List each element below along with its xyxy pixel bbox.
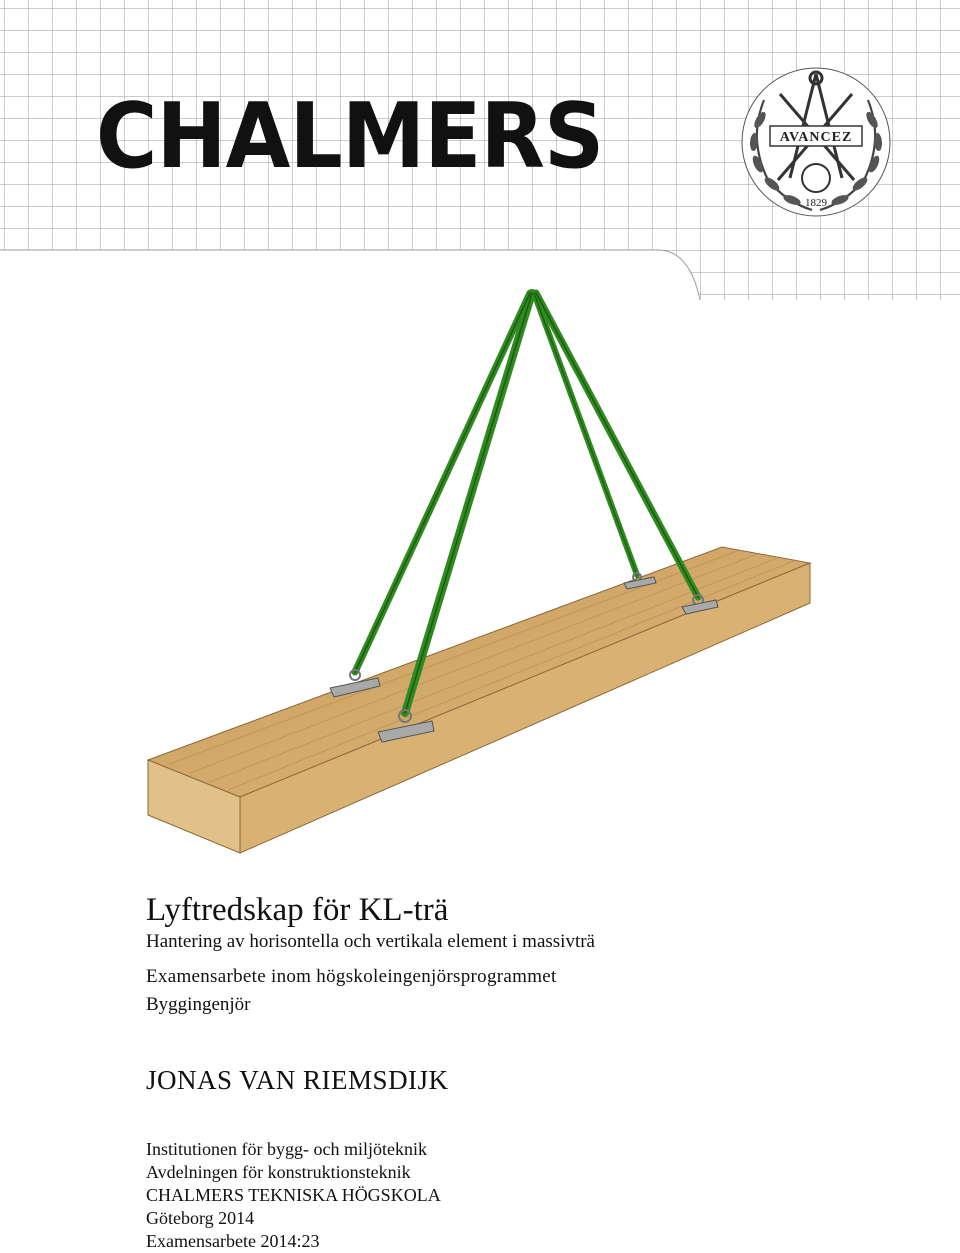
thesis-subtitle: Hantering av horisontella och vertikala element i massivträ (146, 931, 595, 952)
thesis-program: Examensarbete inom högskoleingenjörsprogrammet (146, 966, 557, 987)
report-number: Examensarbete 2014:23 (146, 1231, 320, 1251)
department: Institutionen för bygg- och miljöteknik (146, 1139, 427, 1159)
chalmers-seal-logo (734, 60, 898, 220)
seal-year: 1829 (805, 197, 827, 209)
university: CHALMERS TEKNISKA HÖGSKOLA (146, 1185, 441, 1205)
affiliation-block (146, 1138, 441, 1253)
place-year: Göteborg 2014 (146, 1208, 255, 1228)
thesis-title: Lyftredskap för KL-trä (146, 892, 449, 928)
author-name: JONAS VAN RIEMSDIJK (146, 1065, 449, 1095)
division: Avdelningen för konstruktionsteknik (146, 1162, 411, 1182)
clt-lifting-illustration (140, 285, 820, 855)
thesis-specialization: Byggingenjör (146, 994, 251, 1015)
chalmers-wordmark: CHALMERS (96, 84, 604, 189)
seal-banner: AVANCEZ (779, 130, 853, 145)
